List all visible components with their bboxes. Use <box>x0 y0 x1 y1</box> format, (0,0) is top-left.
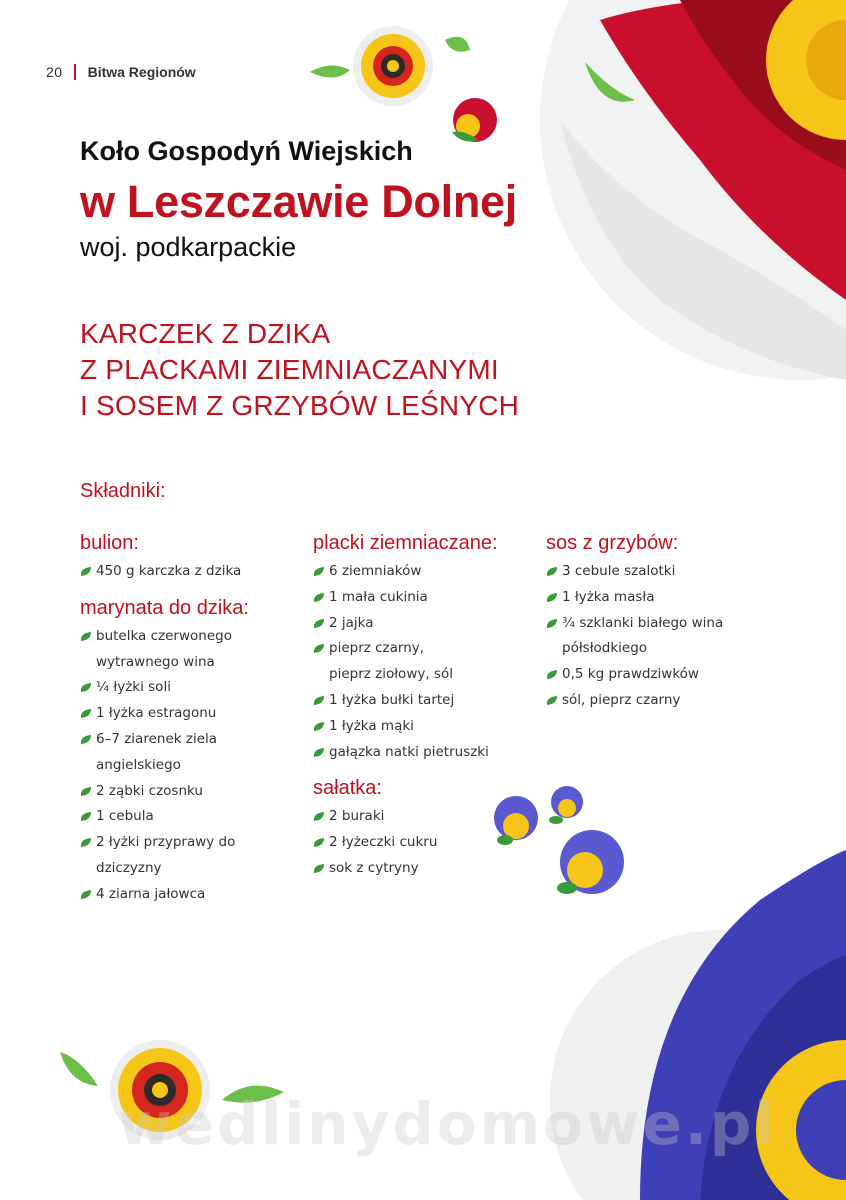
yellow-flower-icon <box>353 26 433 106</box>
ingredient-item <box>313 740 553 766</box>
ingredient-item <box>313 688 553 714</box>
ingredient-text: angielskiego <box>96 756 181 773</box>
ingredient-text: 2 łyżeczki cukru <box>329 834 438 851</box>
leaf-bullet-icon <box>313 566 325 577</box>
leaf-bullet-icon <box>313 747 325 758</box>
ingredient-item <box>80 624 320 676</box>
organization-name-line1: Koło Gospodyń Wiejskich <box>80 136 413 166</box>
page-number: 20 <box>46 64 63 80</box>
ingredient-text: 2 ząbki czosnku <box>96 782 203 799</box>
large-red-flower-icon <box>540 0 846 380</box>
ingredient-text: 1 cebula <box>96 808 154 825</box>
ingredient-list <box>313 804 553 881</box>
ingredient-group <box>313 532 553 765</box>
ingredient-item <box>546 585 786 611</box>
leaf-bullet-icon <box>313 863 325 874</box>
dish-title-line: KARCZEK Z DZIKA <box>80 318 331 349</box>
ingredient-item <box>313 559 553 585</box>
ingredient-text: sok z cytryny <box>329 859 419 876</box>
ingredient-item <box>80 559 320 585</box>
ingredient-group <box>80 532 320 585</box>
organization-region: woj. podkarpackie <box>80 232 297 262</box>
dish-title <box>80 316 519 424</box>
ingredient-text: pieprz czarny, <box>329 640 425 657</box>
ingredient-item <box>313 714 553 740</box>
ingredient-text: pieprz ziołowy, sól <box>329 666 453 683</box>
leaf-bullet-icon <box>313 618 325 629</box>
leaf-bullet-icon <box>546 669 558 680</box>
leaf-bullet-icon <box>313 695 325 706</box>
ingredient-item <box>313 830 553 856</box>
ingredient-item <box>313 804 553 830</box>
ingredient-group <box>546 532 786 714</box>
ingredient-list <box>546 559 786 714</box>
leaf-bullet-icon <box>546 592 558 603</box>
ingredient-text: 6–7 ziarenek ziela <box>96 730 218 747</box>
ingredient-text: 2 buraki <box>329 808 385 825</box>
page-header <box>46 64 196 80</box>
ingredients-column-2 <box>313 532 553 894</box>
ingredient-list <box>80 624 320 908</box>
ingredient-item <box>546 688 786 714</box>
ingredient-list <box>80 559 320 585</box>
ingredient-text: 450 g karczka z dzika <box>96 563 242 579</box>
ingredients-heading: Składniki: <box>80 480 166 502</box>
ingredient-group <box>313 777 553 881</box>
leaf-bullet-icon <box>80 734 92 745</box>
leaf-bullet-icon <box>546 618 558 629</box>
leaf-bullet-icon <box>80 708 92 719</box>
leaf-bullet-icon <box>80 682 92 693</box>
ingredient-text: 6 ziemniaków <box>329 563 422 579</box>
leaf-bullet-icon <box>80 811 92 822</box>
ingredient-item <box>313 856 553 882</box>
small-red-flower-icon <box>452 98 497 142</box>
ingredient-item <box>80 701 320 727</box>
ingredient-text: ¾ szklanki białego wina <box>562 614 724 631</box>
watermark: wedlinydomowe.pl <box>118 1090 778 1158</box>
ingredient-group-title: sałatka: <box>313 777 382 800</box>
ingredient-text: butelka czerwonego <box>96 627 232 644</box>
ingredient-text: ¼ łyżki soli <box>96 679 171 696</box>
leaf-bullet-icon <box>313 837 325 848</box>
ingredient-text: 3 cebule szalotki <box>562 563 676 579</box>
leaf-bullet-icon <box>546 566 558 577</box>
ingredient-text: sól, pieprz czarny <box>562 691 681 708</box>
ingredient-list <box>313 559 553 765</box>
ingredient-text: dziczyzny <box>96 859 162 876</box>
ingredient-group <box>80 597 320 908</box>
ingredient-group-title: placki ziemniaczane: <box>313 532 498 554</box>
ingredient-text: 1 łyżka bułki tartej <box>329 691 455 708</box>
ingredient-item <box>313 636 553 688</box>
ingredient-item <box>313 611 553 637</box>
ingredient-text: 2 jajka <box>329 614 374 631</box>
ingredient-item <box>80 882 320 908</box>
ingredient-item <box>80 804 320 830</box>
leaf-bullet-icon <box>80 889 92 900</box>
header-divider <box>74 64 76 80</box>
ingredient-item <box>80 830 320 882</box>
leaf-bullet-icon <box>313 721 325 732</box>
ingredient-text: 4 ziarna jałowca <box>96 885 206 902</box>
ingredient-item <box>546 662 786 688</box>
leaf-bullet-icon <box>546 695 558 706</box>
ingredient-group-title: sos z grzybów: <box>546 532 679 554</box>
ingredient-text: 1 łyżka estragonu <box>96 705 217 722</box>
ingredient-item <box>546 611 786 663</box>
leaf-bullet-icon <box>313 592 325 603</box>
ingredient-text: 1 łyżka masła <box>562 588 655 605</box>
leaf-bullet-icon <box>80 837 92 848</box>
section-title: Bitwa Regionów <box>87 64 196 80</box>
organization-name-line2: w Leszczawie Dolnej <box>80 176 517 227</box>
ingredient-group-title: marynata do dzika: <box>80 596 249 619</box>
ingredient-text: gałązka natki pietruszki <box>329 743 489 760</box>
ingredient-item <box>80 675 320 701</box>
ingredient-item <box>80 779 320 805</box>
leaf-bullet-icon <box>313 643 325 654</box>
leaf-bullet-icon <box>80 566 92 577</box>
ingredient-text: 1 mała cukinia <box>329 588 428 605</box>
ingredients-column-3 <box>546 532 786 726</box>
ingredient-text: półsłodkiego <box>562 640 648 657</box>
leaf-bullet-icon <box>313 811 325 822</box>
ingredient-item <box>313 585 553 611</box>
ingredient-group-title: bulion: <box>80 532 139 554</box>
ingredient-text: 1 łyżka mąki <box>329 717 414 734</box>
dish-title-line: Z PLACKAMI ZIEMNIACZANYMI <box>80 354 499 385</box>
dish-title-line: I SOSEM Z GRZYBÓW LEŚNYCH <box>80 390 520 421</box>
ingredient-text: wytrawnego wina <box>96 653 215 670</box>
ingredient-text: 2 łyżki przyprawy do <box>96 834 236 851</box>
ingredient-text: 0,5 kg prawdziwków <box>562 666 699 683</box>
leaf-bullet-icon <box>80 786 92 797</box>
leaf-bullet-icon <box>80 631 92 642</box>
ingredient-item <box>80 727 320 779</box>
ingredients-column-1 <box>80 532 320 920</box>
ingredient-item <box>546 559 786 585</box>
